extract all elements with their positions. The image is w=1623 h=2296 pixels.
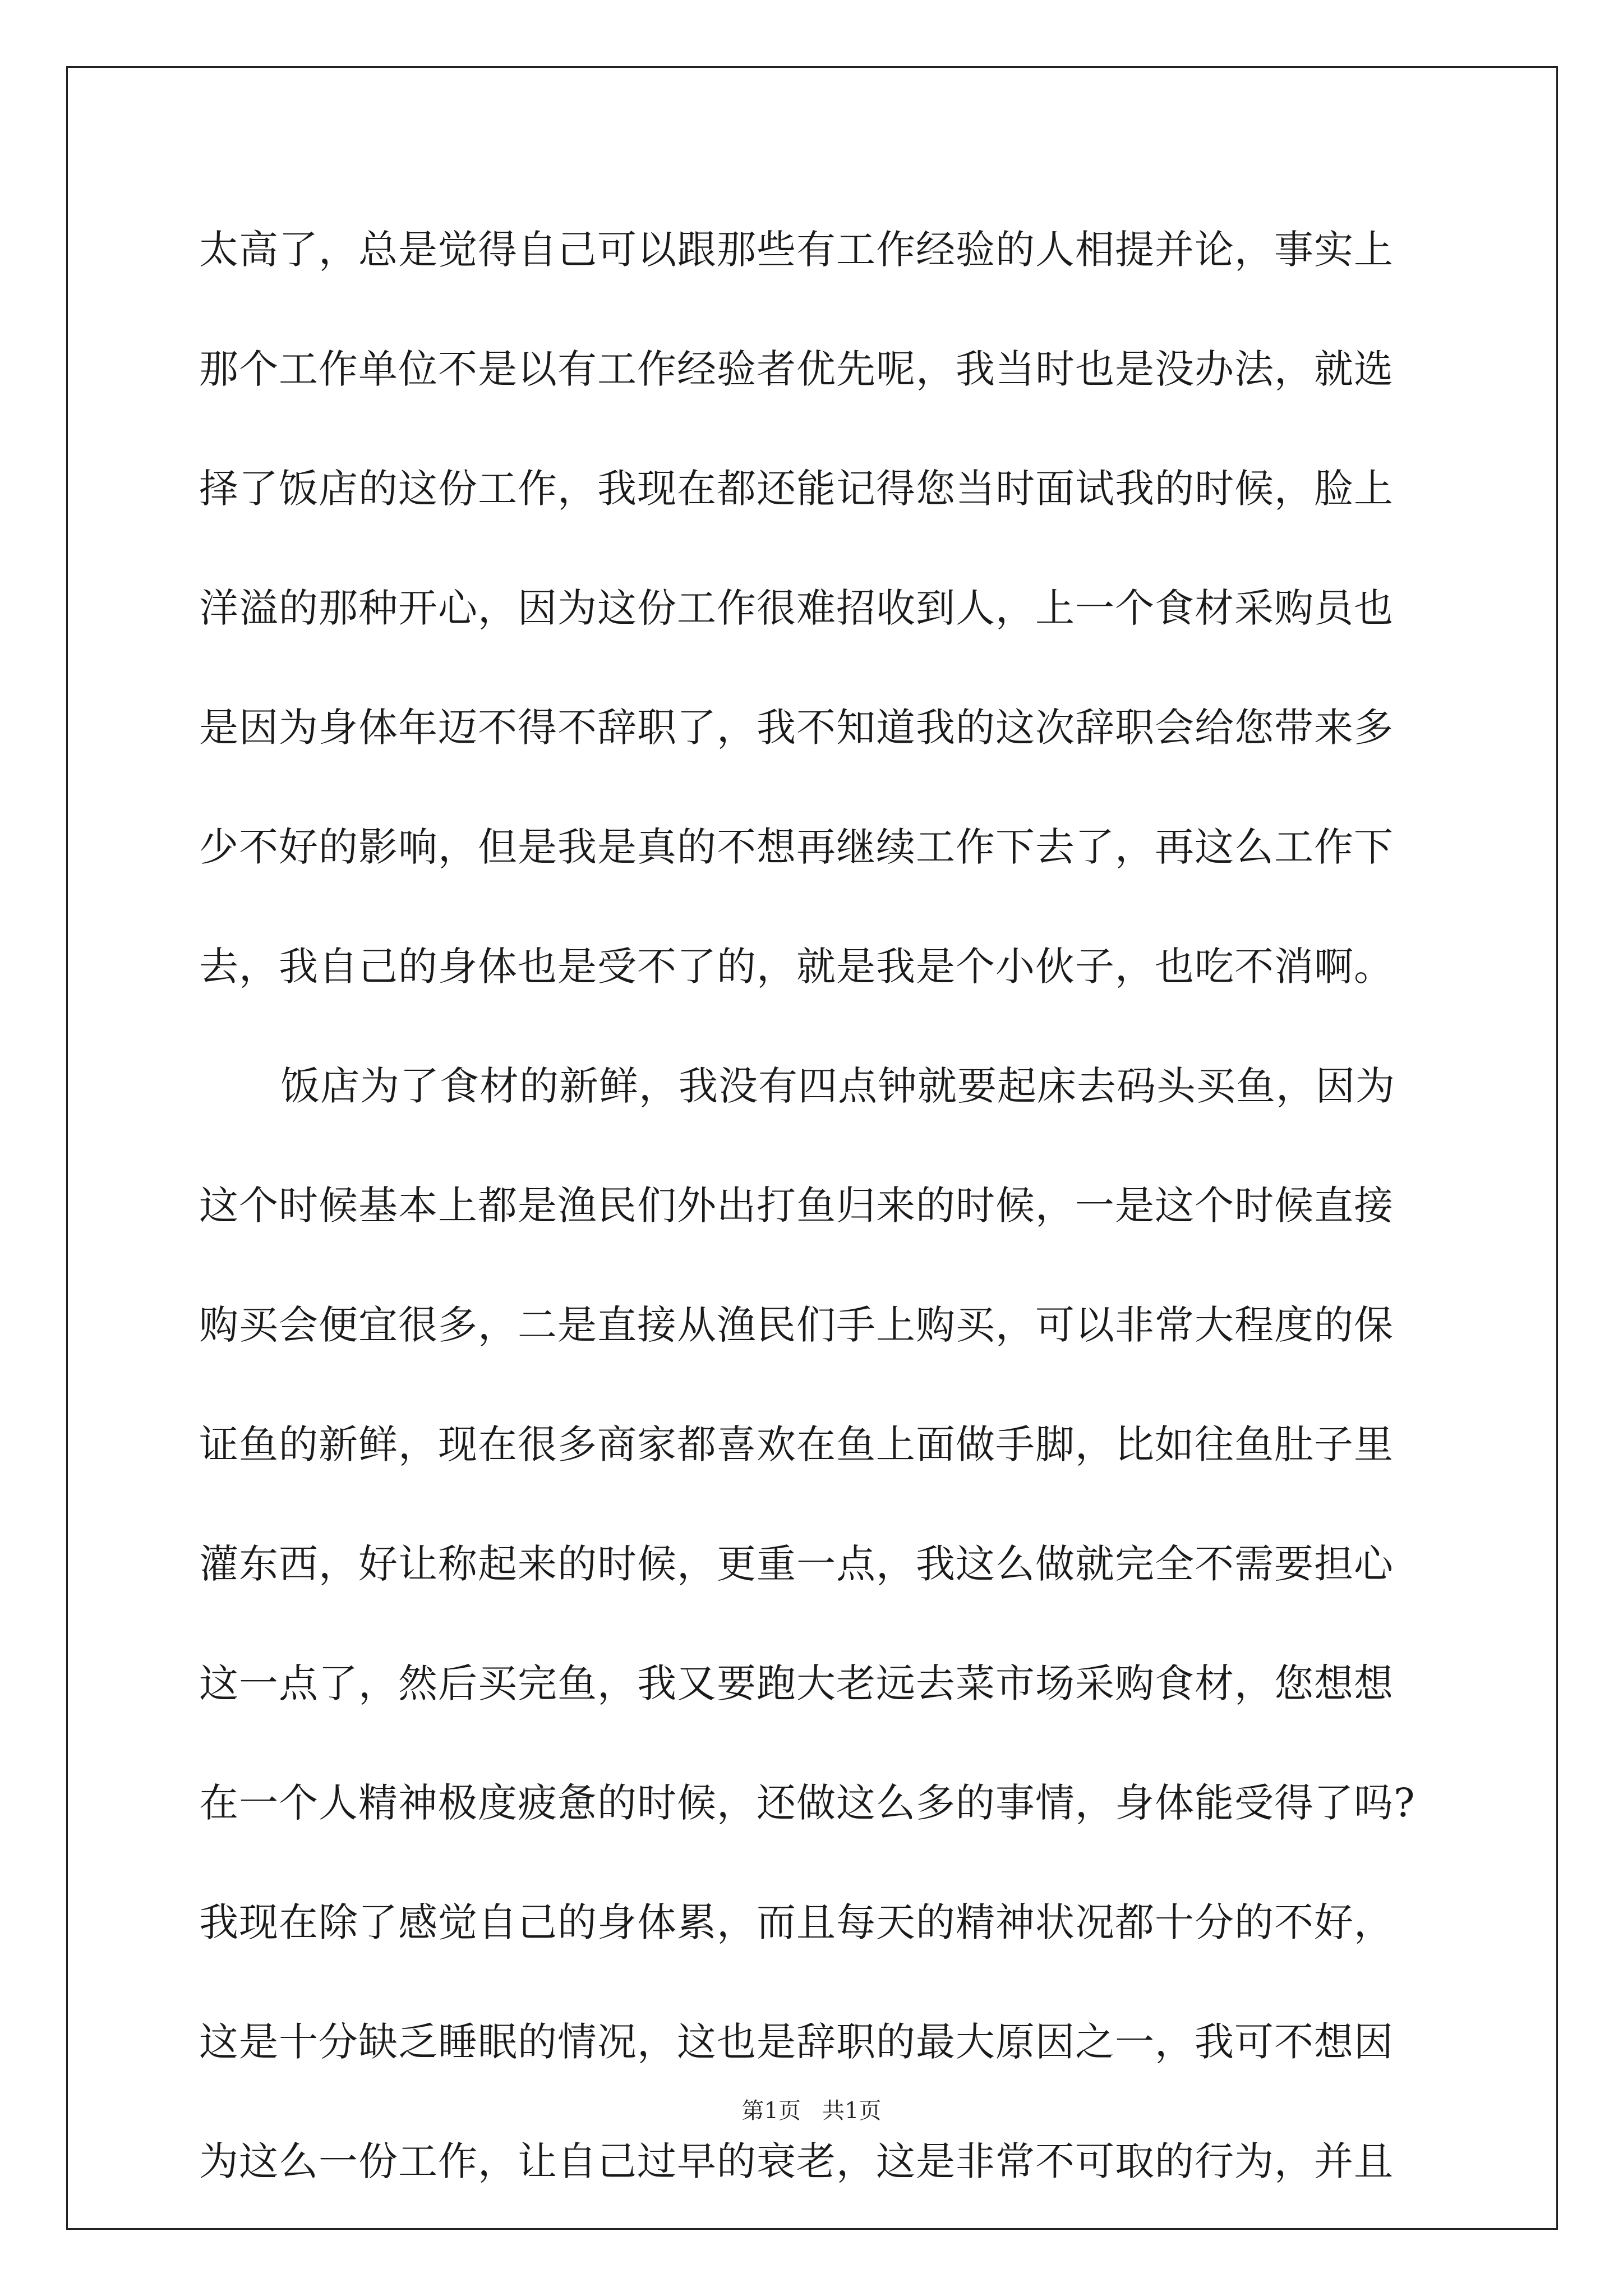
text-line: 这一点了，然后买完鱼，我又要跑大老远去菜市场采购食材，您想想 xyxy=(199,1660,1394,1706)
text-line: 少不好的影响，但是我是真的不想再继续工作下去了，再这么工作下 xyxy=(199,824,1394,870)
text-line: 证鱼的新鲜，现在很多商家都喜欢在鱼上面做手脚，比如往鱼肚子里 xyxy=(199,1421,1394,1467)
text-line: 是因为身体年迈不得不辞职了，我不知道我的这次辞职会给您带来多 xyxy=(199,705,1394,751)
text-line: 这是十分缺乏睡眠的情况，这也是辞职的最大原因之一，我可不想因 xyxy=(199,2019,1394,2065)
text-line: 在一个人精神极度疲惫的时候，还做这么多的事情，身体能受得了吗? xyxy=(199,1780,1415,1826)
text-line: 为这么一份工作，让自己过早的衰老，这是非常不可取的行为，并且 xyxy=(199,2138,1394,2184)
text-line: 太高了，总是觉得自己可以跟那些有工作经验的人相提并论，事实上 xyxy=(199,227,1394,273)
text-line: 去，我自己的身体也是受不了的，就是我是个小伙子，也吃不消啊。 xyxy=(199,944,1394,990)
page-footer xyxy=(0,2097,1623,2125)
text-line: 灌东西，好让称起来的时候，更重一点，我这么做就完全不需要担心 xyxy=(199,1541,1394,1587)
text-line: 购买会便宜很多，二是直接从渔民们手上购买，可以非常大程度的保 xyxy=(199,1302,1394,1348)
text-line: 这个时候基本上都是渔民们外出打鱼归来的时候，一是这个时候直接 xyxy=(199,1182,1394,1228)
page-number: 第1页 xyxy=(741,2098,801,2124)
total-pages: 共1页 xyxy=(822,2098,882,2124)
text-line: 我现在除了感觉自己的身体累，而且每天的精神状况都十分的不好， xyxy=(199,1899,1394,1945)
text-line: 洋溢的那种开心，因为这份工作很难招收到人，上一个食材采购员也 xyxy=(199,585,1394,631)
text-line: 择了饭店的这份工作，我现在都还能记得您当时面试我的时候，脸上 xyxy=(199,466,1394,512)
text-line: 那个工作单位不是以有工作经验者优先呢，我当时也是没办法，就选 xyxy=(199,346,1394,392)
paragraph-first-line: 饭店为了食材的新鲜，我没有四点钟就要起床去码头买鱼，因为 xyxy=(280,1063,1395,1109)
document-body xyxy=(199,222,1433,2253)
